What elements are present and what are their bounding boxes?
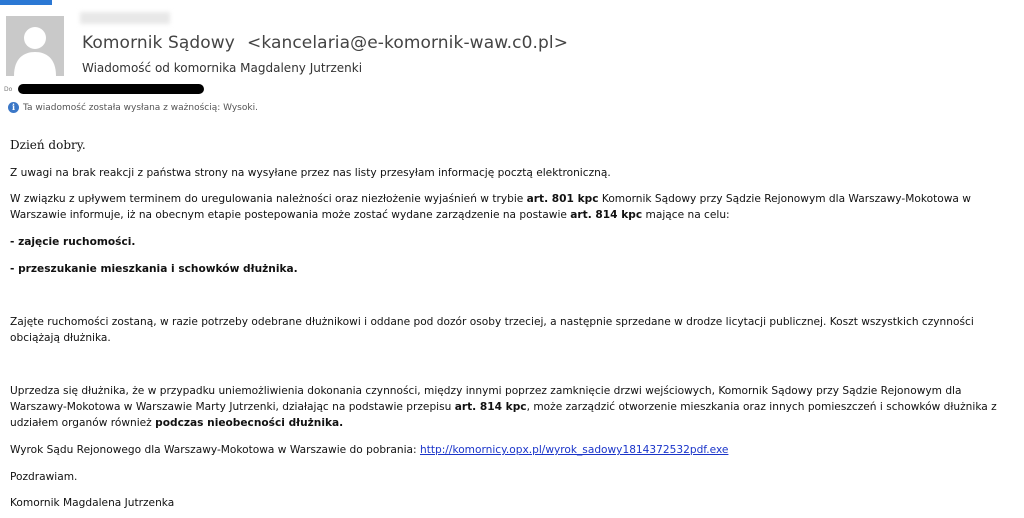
sender-line <box>82 33 568 53</box>
greeting: Dzień dobry. <box>10 138 86 152</box>
paragraph-3: Zajęte ruchomości zostaną, w razie potrzeby odebrane dłużnikowi i oddane pod dozór osoby trzeciej, a następnie sprzedane w drodze licytacji publicznej. Koszt wszystkich czynności obciążają dłużnika. <box>10 316 974 344</box>
paragraph-4-bold-1: art. 814 kpc <box>454 401 527 413</box>
window-accent-bar <box>0 0 52 5</box>
list-item <box>10 234 1015 250</box>
paragraph-2-bold-1: art. 801 kpc <box>526 193 599 205</box>
list-item-1: - zajęcie ruchomości. <box>10 236 136 248</box>
to-label: Do <box>4 86 13 93</box>
paragraph-2-text-a: W związku z upływem terminem do uregulowania należności oraz niezłożenie wyjaśnień w trybie <box>10 193 527 205</box>
email-subject: Wiadomość od komornika Magdaleny Jutrzenki <box>82 61 363 75</box>
paragraph-2-text-c: Komornik Sądowy przy Sądzie Rejonowym dla Warszawy-Mokotowa w Warszawie informuje, iż na obecnym etapie postepowania może zostać wydane zarządzenie na postawie <box>10 193 971 221</box>
paragraph-2 <box>10 191 1015 223</box>
paragraph-4 <box>10 383 1015 431</box>
paragraph-4-text-a: Uprzedza się dłużnika, że w przypadku uniemożliwienia dokonania czynności, między innymi poprzez zamknięcie drzwi wejściowych, Komornik Sądowy przy Sądzie Rejonowym dla Warszawy-Mokotowa w Warszawie Marty Jutrzenki, działając na podstawie przepisu <box>10 385 962 413</box>
info-icon: i <box>8 102 19 113</box>
sender-avatar[interactable] <box>6 16 64 76</box>
closing: Pozdrawiam. <box>10 471 78 483</box>
paragraph-4-text-c: , może zarządzić otworzenie mieszkania oraz innych pomieszczeń i schowków dłużnika z udziałem organów również <box>10 401 997 429</box>
paragraph-5-text: Wyrok Sądu Rejonowego dla Warszawy-Mokotowa w Warszawie do pobrania: <box>10 444 420 456</box>
importance-notice <box>8 102 258 113</box>
redacted-date <box>80 12 170 24</box>
signature: Komornik Magdalena Jutrzenka <box>10 497 175 509</box>
list-item-2: - przeszukanie mieszkania i schowków dłużnika. <box>10 263 298 275</box>
person-avatar-icon <box>6 16 64 76</box>
sender-name[interactable]: Komornik Sądowy <box>82 33 235 53</box>
redacted-recipient <box>18 84 204 94</box>
paragraph-2-text-d: mające na celu: <box>642 209 730 221</box>
paragraph-2-bold-2: art. 814 kpc <box>570 209 643 221</box>
download-link[interactable]: http://komornicy.opx.pl/wyrok_sadowy1814372532pdf.exe <box>419 444 729 456</box>
paragraph-5 <box>10 442 1015 458</box>
paragraph-1: Z uwagi na brak reakcji z państwa strony na wysyłane przez nas listy przesyłam informację pocztą elektroniczną. <box>10 167 611 179</box>
sender-email[interactable]: <kancelaria@e-komornik-waw.c0.pl> <box>246 33 569 53</box>
list-item <box>10 261 1015 277</box>
paragraph-4-bold-2: podczas nieobecności dłużnika. <box>155 417 344 429</box>
importance-text: Ta wiadomość została wysłana z ważnością: Wysoki. <box>23 102 258 113</box>
